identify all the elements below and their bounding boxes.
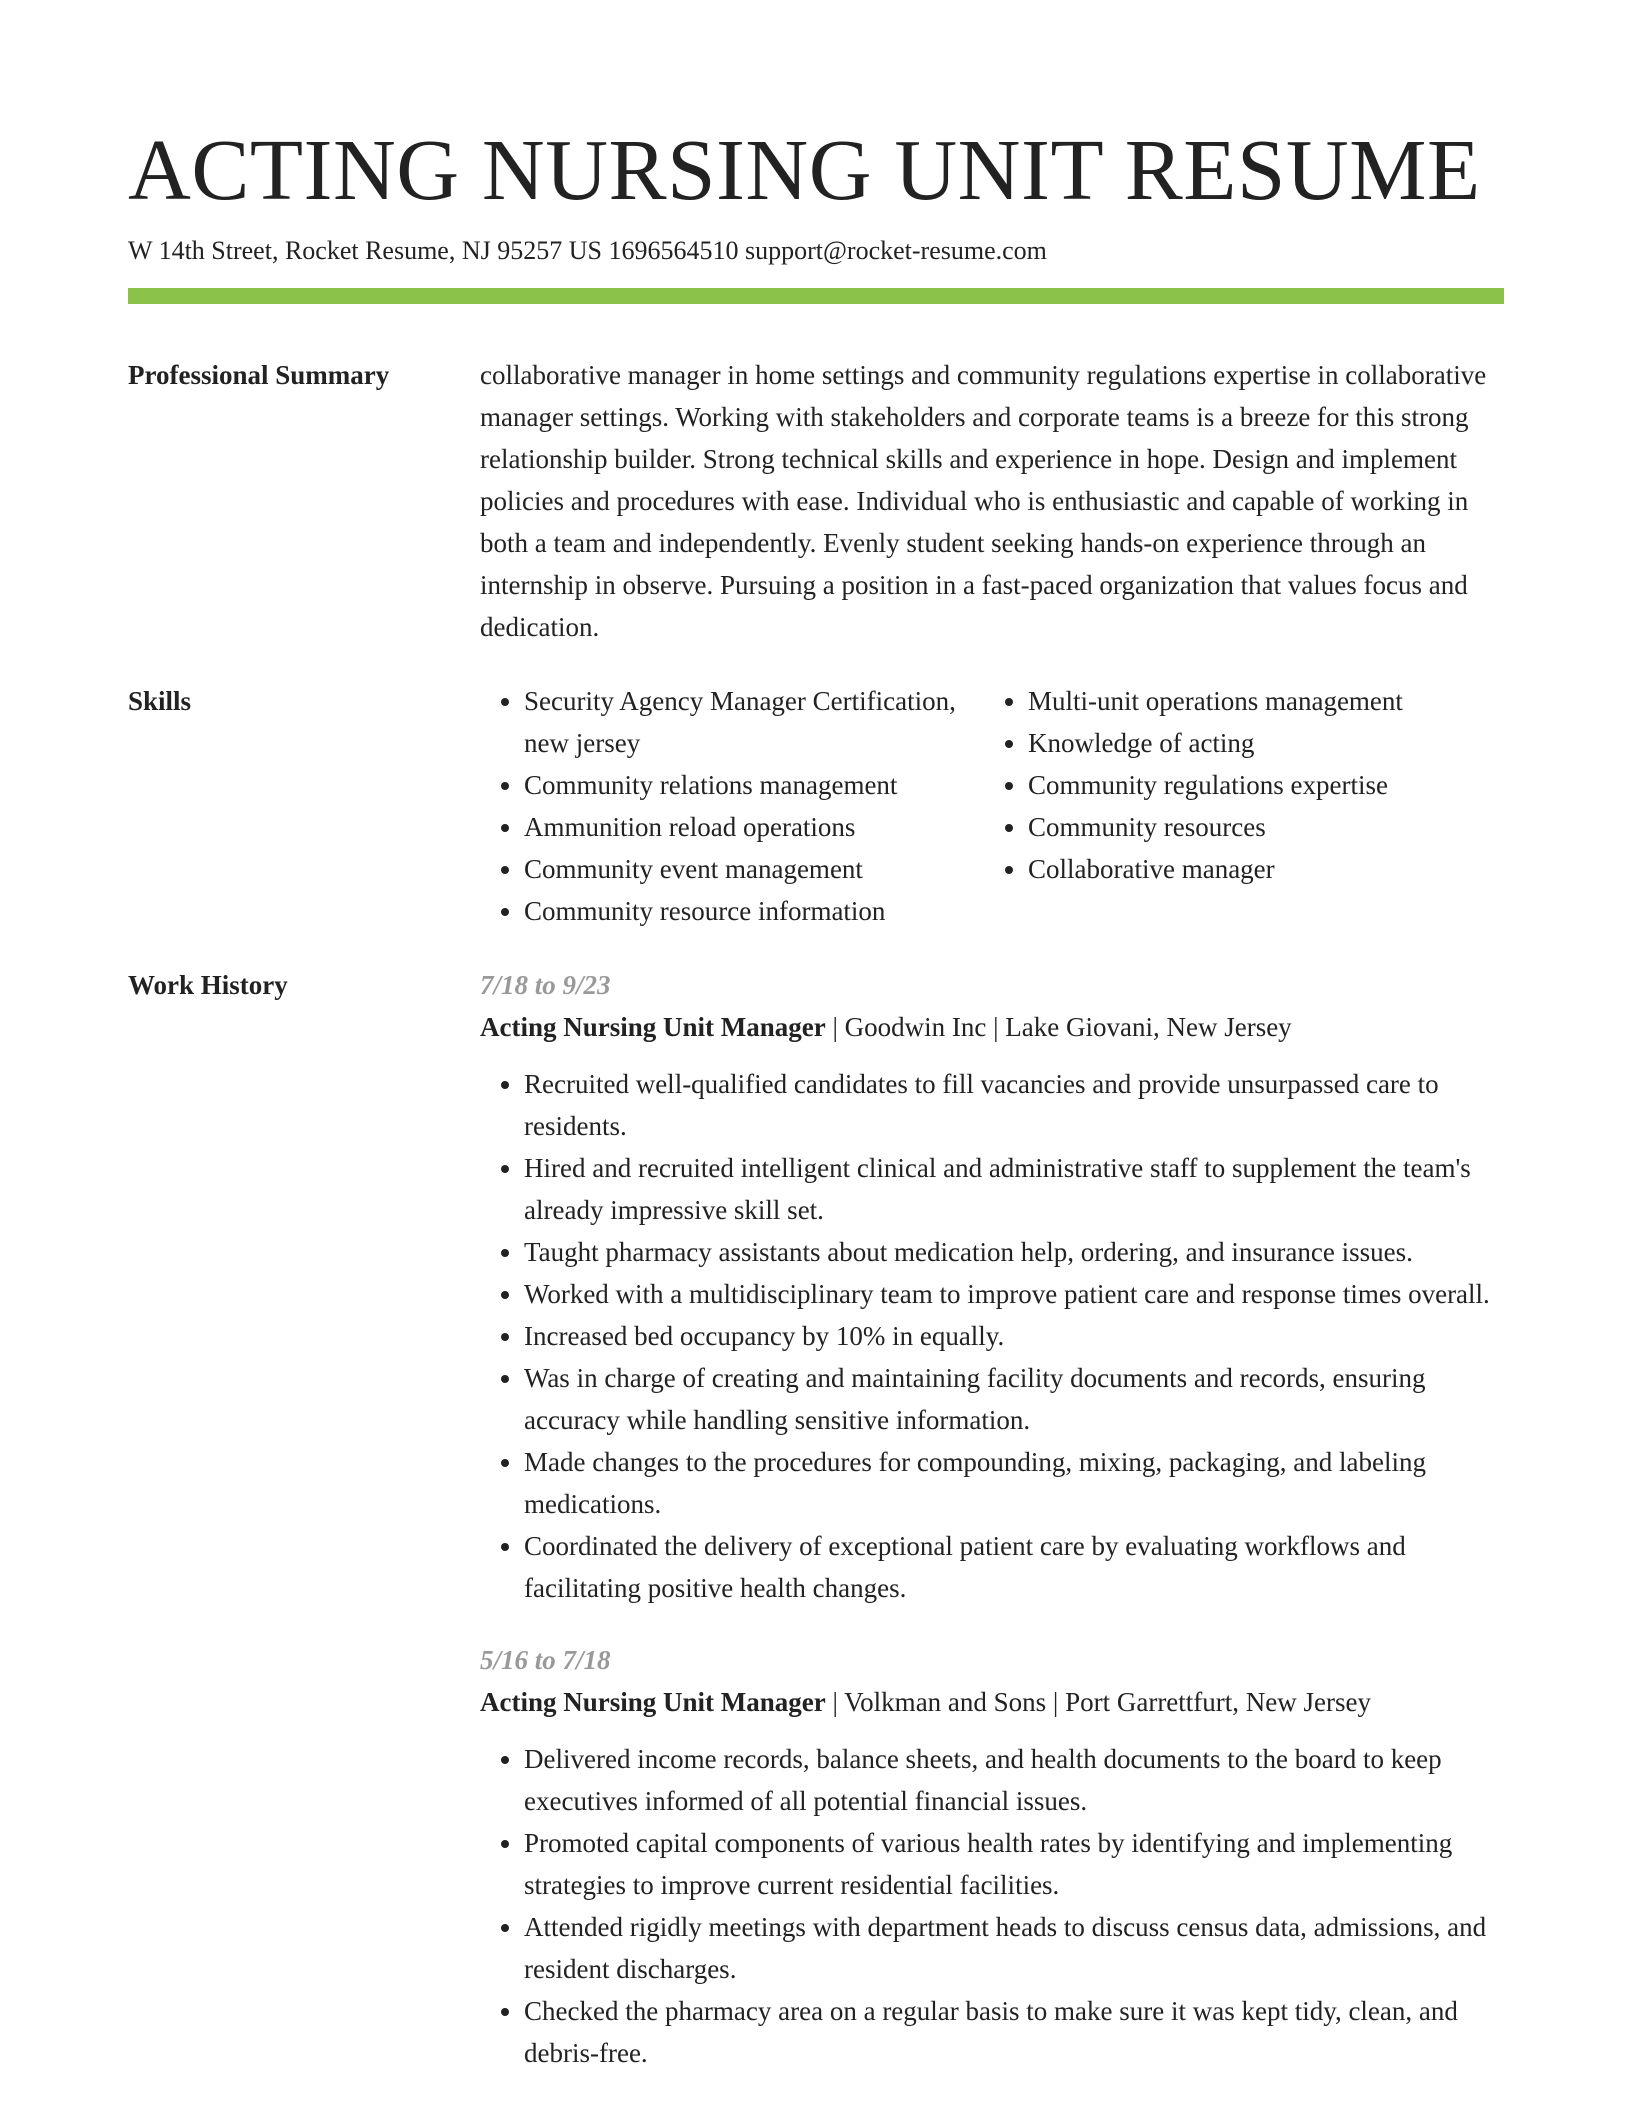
job-bullet: • Taught pharmacy assistants about medication help, ordering, and insurance issues. (524, 1231, 1504, 1273)
job-employer-location: | Volkman and Sons | Port Garrettfurt, New Jersey (825, 1687, 1371, 1717)
job-title: Acting Nursing Unit Manager (480, 1687, 826, 1717)
job-bullet: • Worked with a multidisciplinary team to improve patient care and response times overall. (524, 1273, 1504, 1315)
job-heading (480, 1681, 1504, 1723)
contact-line: W 14th Street, Rocket Resume, NJ 95257 US 1696564510 support@rocket-resume.com (128, 236, 1047, 265)
job-bullet: • Coordinated the delivery of exceptional patient care by evaluating workflows and facilitating positive health changes. (524, 1525, 1504, 1609)
job-bullet: • Made changes to the procedures for compounding, mixing, packaging, and labeling medications. (524, 1441, 1504, 1525)
job-bullet: • Checked the pharmacy area on a regular basis to make sure it was kept tidy, clean, and debris-free. (524, 1990, 1504, 2074)
skill-item: • Multi-unit operations management (1028, 680, 1488, 722)
summary-text: collaborative manager in home settings and community regulations expertise in collaborative manager settings. Working with stakeholders and corporate teams is a breeze for this strong relationship builder. Strong technical skills and experience in hope. Design and implement policies and procedures with ease. Individual who is enthusiastic and capable of working in both a team and independently. Evenly student seeking hands-on experience through an internship in observe. Pursuing a position in a fast-paced organization that values focus and dedication. (480, 360, 1487, 642)
skill-item: • Community relations management (524, 764, 984, 806)
skills-section (128, 680, 1504, 932)
job-bullet: • Recruited well-qualified candidates to fill vacancies and provide unsurpassed care to residents. (524, 1063, 1504, 1147)
skill-item: • Knowledge of acting (1028, 722, 1488, 764)
work-history-section (128, 964, 1504, 2074)
job-bullet: • Delivered income records, balance sheets, and health documents to the board to keep executives informed of all potential financial issues. (524, 1738, 1504, 1822)
skill-item: • Collaborative manager (1028, 848, 1488, 890)
skills-list-left (480, 680, 984, 932)
skill-item: • Community resource information (524, 890, 984, 932)
work-history-body (480, 964, 1504, 2074)
job-bullets (480, 1063, 1504, 1609)
job-dates: 5/16 to 7/18 (480, 1645, 611, 1675)
resume-page (128, 0, 1504, 2074)
skill-item: • Ammunition reload operations (524, 806, 984, 848)
job-bullet: • Hired and recruited intelligent clinical and administrative staff to supplement the team's already impressive skill set. (524, 1147, 1504, 1231)
section-heading-skills: Skills (128, 686, 192, 716)
job-bullet: • Attended rigidly meetings with department heads to discuss census data, admissions, and resident discharges. (524, 1906, 1504, 1990)
job-title: Acting Nursing Unit Manager (480, 1012, 826, 1042)
job-bullet: • Increased bed occupancy by 10% in equally. (524, 1315, 1504, 1357)
job-employer-location: | Goodwin Inc | Lake Giovani, New Jersey (825, 1012, 1292, 1042)
skills-list-right (984, 680, 1488, 932)
skill-item: • Security Agency Manager Certification, new jersey (524, 680, 984, 764)
summary-body (480, 354, 1504, 648)
section-heading-work-history: Work History (128, 970, 288, 1000)
professional-summary-section (128, 354, 1504, 648)
resume-title: ACTING NURSING UNIT RESUME (128, 121, 1481, 218)
job-dates: 7/18 to 9/23 (480, 970, 611, 1000)
skills-grid (480, 680, 1504, 932)
job-entry (480, 964, 1504, 1609)
skill-item: • Community event management (524, 848, 984, 890)
accent-divider (128, 288, 1504, 304)
job-entry (480, 1639, 1504, 2074)
skill-item: • Community resources (1028, 806, 1488, 848)
job-bullets (480, 1738, 1504, 2074)
job-bullet: • Was in charge of creating and maintaining facility documents and records, ensuring accuracy while handling sensitive information. (524, 1357, 1504, 1441)
job-heading (480, 1006, 1504, 1048)
skill-item: • Community regulations expertise (1028, 764, 1488, 806)
section-heading-summary: Professional Summary (128, 360, 390, 390)
job-bullet: • Promoted capital components of various health rates by identifying and implementing strategies to improve current residential facilities. (524, 1822, 1504, 1906)
